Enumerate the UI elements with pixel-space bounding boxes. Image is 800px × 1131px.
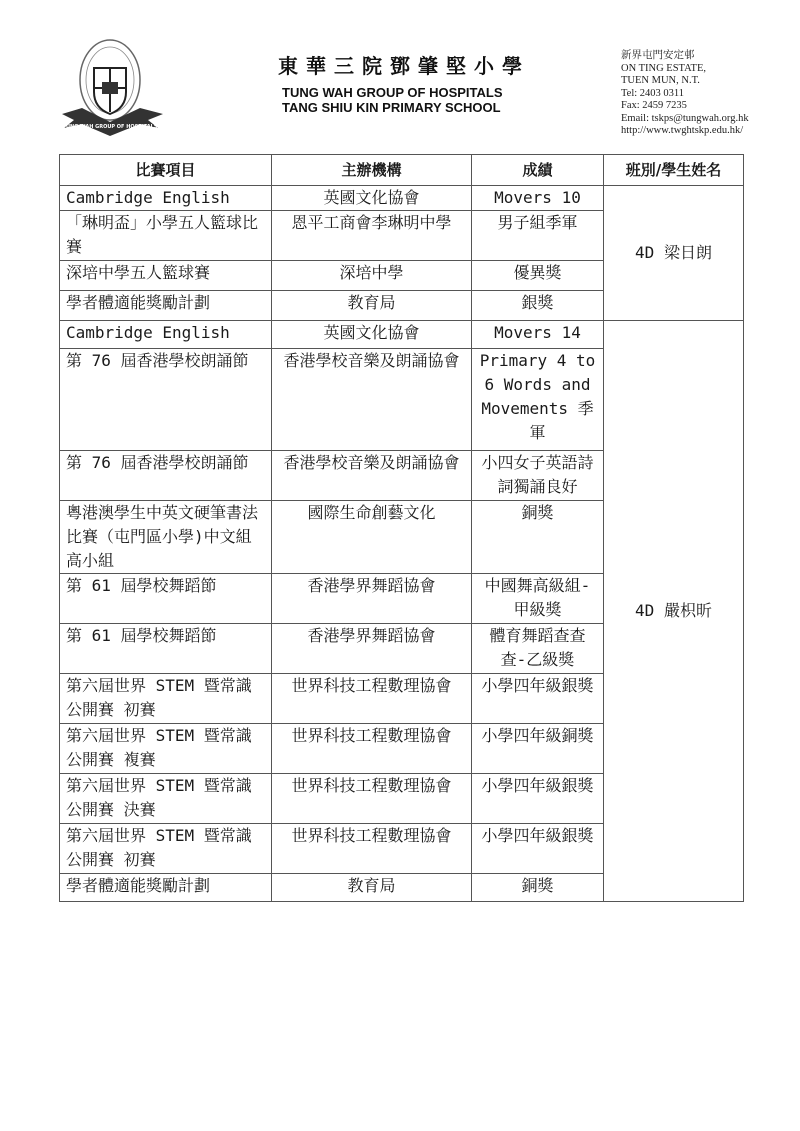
result-cell: Movers 14 <box>472 321 604 349</box>
organizer-cell: 英國文化協會 <box>272 186 472 211</box>
result-cell: 小學四年級銀獎 <box>472 824 604 874</box>
organizer-cell: 國際生命創藝文化 <box>272 501 472 574</box>
event-cell: 第六屆世界 STEM 暨常識公開賽 複賽 <box>60 724 272 774</box>
org-name: TUNG WAH GROUP OF HOSPITALS <box>282 85 503 100</box>
event-cell: 深培中學五人籃球賽 <box>60 261 272 291</box>
school-name-chinese: 東華三院鄧肇堅小學 <box>278 54 530 78</box>
table-row <box>60 321 744 349</box>
school-name-english <box>282 85 503 115</box>
event-cell: 第 61 屆學校舞蹈節 <box>60 624 272 674</box>
column-header-event: 比賽項目 <box>60 155 272 186</box>
telephone: Tel: 2403 0311 <box>621 87 685 99</box>
event-cell: 「琳明盃」小學五人籃球比賽 <box>60 211 272 261</box>
organizer-cell: 深培中學 <box>272 261 472 291</box>
student-cell: 4D 嚴枳昕 <box>604 321 744 902</box>
result-cell: Movers 10 <box>472 186 604 211</box>
organizer-cell: 世界科技工程數理協會 <box>272 824 472 874</box>
school-crest-icon <box>60 30 165 140</box>
event-cell: Cambridge English <box>60 186 272 211</box>
result-cell: 小學四年級銀獎 <box>472 774 604 824</box>
organizer-cell: 教育局 <box>272 874 472 902</box>
result-cell: 銀獎 <box>472 291 604 321</box>
organizer-cell: 英國文化協會 <box>272 321 472 349</box>
awards-table <box>59 154 744 902</box>
event-cell: 第 61 屆學校舞蹈節 <box>60 574 272 624</box>
event-cell: 第六屆世界 STEM 暨常識公開賽 初賽 <box>60 674 272 724</box>
address-line-district: TUEN MUN, N.T. <box>621 75 700 86</box>
event-cell: Cambridge English <box>60 321 272 349</box>
organizer-cell: 恩平工商會李琳明中學 <box>272 211 472 261</box>
column-header-result: 成績 <box>472 155 604 186</box>
result-cell: 小學四年級銀獎 <box>472 674 604 724</box>
result-cell: 優異獎 <box>472 261 604 291</box>
table-header-row <box>60 155 744 186</box>
organizer-cell: 世界科技工程數理協會 <box>272 674 472 724</box>
column-header-student: 班別/學生姓名 <box>604 155 744 186</box>
result-cell: 中國舞高級組-甲級獎 <box>472 574 604 624</box>
email-link[interactable]: Email: tskps@tungwah.org.hk <box>621 112 749 124</box>
event-cell: 第 76 屆香港學校朗誦節 <box>60 451 272 501</box>
column-header-organizer: 主辦機構 <box>272 155 472 186</box>
event-cell: 學者體適能獎勵計劃 <box>60 874 272 902</box>
school-name: TANG SHIU KIN PRIMARY SCHOOL <box>282 100 501 115</box>
organizer-cell: 香港學界舞蹈協會 <box>272 574 472 624</box>
organizer-cell: 教育局 <box>272 291 472 321</box>
result-cell: Primary 4 to 6 Words and Movements 季軍 <box>472 349 604 451</box>
organizer-cell: 香港學校音樂及朗誦協會 <box>272 451 472 501</box>
student-cell: 4D 梁日朗 <box>604 186 744 321</box>
result-cell: 小四女子英語詩詞獨誦良好 <box>472 451 604 501</box>
svg-text:TUNG WAH GROUP OF HOSPITALS: TUNG WAH GROUP OF HOSPITALS <box>62 124 158 130</box>
website-link[interactable]: http://www.twghtskp.edu.hk/ <box>621 125 744 136</box>
result-cell: 銅獎 <box>472 874 604 902</box>
school-address-block <box>621 50 749 138</box>
result-cell: 小學四年級銅獎 <box>472 724 604 774</box>
result-cell: 銅獎 <box>472 501 604 574</box>
organizer-cell: 世界科技工程數理協會 <box>272 724 472 774</box>
organizer-cell: 香港學校音樂及朗誦協會 <box>272 349 472 451</box>
organizer-cell: 世界科技工程數理協會 <box>272 774 472 824</box>
result-cell: 體育舞蹈查查查-乙級獎 <box>472 624 604 674</box>
event-cell: 第六屆世界 STEM 暨常識公開賽 初賽 <box>60 824 272 874</box>
result-cell: 男子組季軍 <box>472 211 604 261</box>
fax: Fax: 2459 7235 <box>621 100 687 111</box>
address-line-cn: 新界屯門安定邨 <box>621 50 695 61</box>
event-cell: 粵港澳學生中英文硬筆書法比賽（屯門區小學)中文組高小組 <box>60 501 272 574</box>
event-cell: 第 76 屆香港學校朗誦節 <box>60 349 272 451</box>
table-row <box>60 186 744 211</box>
event-cell: 學者體適能獎勵計劃 <box>60 291 272 321</box>
address-line-estate: ON TING ESTATE, <box>621 62 706 74</box>
event-cell: 第六屆世界 STEM 暨常識公開賽 決賽 <box>60 774 272 824</box>
organizer-cell: 香港學界舞蹈協會 <box>272 624 472 674</box>
